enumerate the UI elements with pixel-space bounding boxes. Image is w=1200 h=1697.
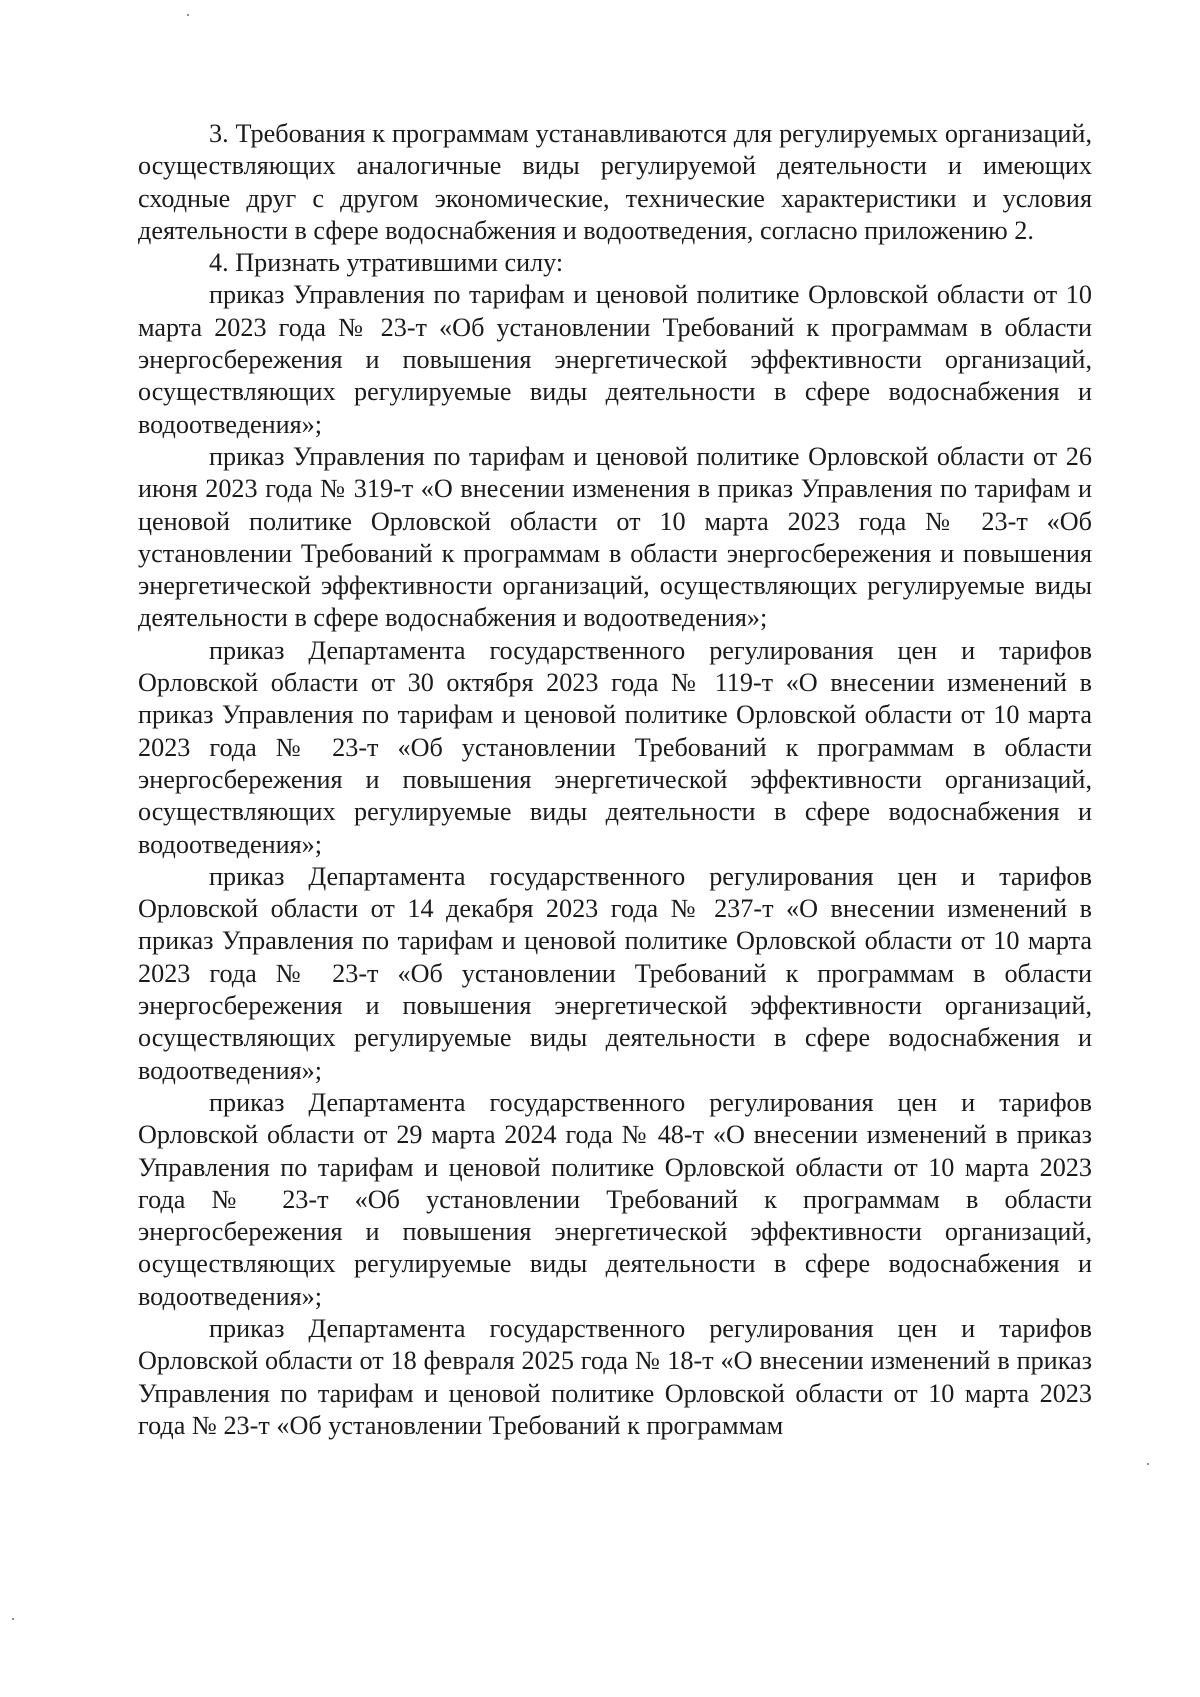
- scan-speck: [12, 1618, 14, 1620]
- paragraph-repealed-order: приказ Департамента государственного регулирования цен и тарифов Орловской области от 18 февраля 2025 года № 18-т «О внесении изменений в приказ Управления по тарифам и ценовой политике Орловской области от 10 марта 2023 года № 23-т «Об установлении Требований к программам: [138, 1313, 1092, 1440]
- scan-speck: [187, 14, 189, 16]
- paragraph-repealed-order: приказ Департамента государственного регулирования цен и тарифов Орловской области от 29 марта 2024 года № 48-т «О внесении изменений в приказ Управления по тарифам и ценовой политике Орловской области от 10 марта 2023 года № 23-т «Об установлении Требований к программам в области энергосбережения и повышения энергетической эффективности организаций, осуществляющих регулируемые виды деятельности в сфере водоснабжения и водоотведения»;: [138, 1087, 1092, 1311]
- paragraph-repealed-order: приказ Департамента государственного регулирования цен и тарифов Орловской области от 14 декабря 2023 года № 237-т «О внесении изменений в приказ Управления по тарифам и ценовой политике Орловской области от 10 марта 2023 года № 23-т «Об установлении Требований к программам в области энергосбережения и повышения энергетической эффективности организаций, осуществляющих регулируемые виды деятельности в сфере водоснабжения и водоотведения»;: [138, 861, 1092, 1085]
- paragraph-repeal-clause: 4. Признать утратившими силу:: [209, 248, 564, 278]
- document-body: [138, 118, 1092, 1442]
- paragraph-repealed-order: приказ Департамента государственного регулирования цен и тарифов Орловской области от 30 октября 2023 года № 119-т «О внесении изменений в приказ Управления по тарифам и ценовой политике Орловской области от 10 марта 2023 года № 23-т «Об установлении Требований к программам в области энергосбережения и повышения энергетической эффективности организаций, осуществляющих регулируемые виды деятельности в сфере водоснабжения и водоотведения»;: [138, 635, 1092, 859]
- scan-speck: [1147, 1463, 1149, 1465]
- paragraph-repealed-order: приказ Управления по тарифам и ценовой политике Орловской области от 10 марта 2023 года № 23-т «Об установлении Требований к программам в области энергосбережения и повышения энергетической эффективности организаций, осуществляющих регулируемые виды деятельности в сфере водоснабжения и водоотведения»;: [138, 280, 1092, 439]
- paragraph-repealed-order: приказ Управления по тарифам и ценовой политике Орловской области от 26 июня 2023 года № 319-т «О внесении изменения в приказ Управления по тарифам и ценовой политике Орловской области от 10 марта 2023 года № 23-т «Об установлении Требований к программам в области энергосбережения и повышения энергетической эффективности организаций, осуществляющих регулируемые виды деятельности в сфере водоснабжения и водоотведения»;: [138, 441, 1092, 633]
- paragraph-requirements-clause: 3. Требования к программам устанавливаются для регулируемых организаций, осуществляющих аналогичные виды регулируемой деятельности и имеющих сходные друг с другом экономические, технические характеристики и условия деятельности в сфере водоснабжения и водоотведения, согласно приложению 2.: [138, 119, 1092, 245]
